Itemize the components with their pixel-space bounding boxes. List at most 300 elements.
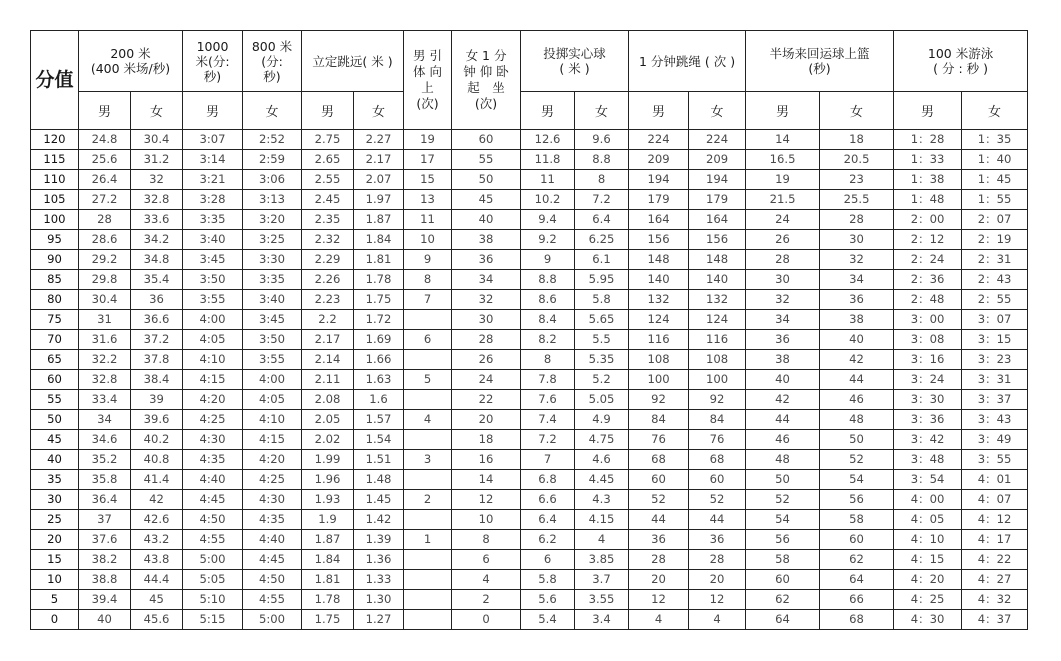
cell-rope-m: 140 xyxy=(629,270,689,290)
event-header-pullup: 男 引 体 向 上 (次) xyxy=(404,31,452,130)
cell-jump-f: 1.57 xyxy=(354,410,404,430)
cell-run200-m: 29.2 xyxy=(79,250,131,270)
cell-situp-f: 40 xyxy=(452,210,521,230)
cell-run800-f: 4:10 xyxy=(243,410,302,430)
cell-jump-m: 2.32 xyxy=(302,230,354,250)
cell-jump-m: 2.11 xyxy=(302,370,354,390)
cell-run800-f: 3:40 xyxy=(243,290,302,310)
cell-swim-f: 4：32 xyxy=(962,590,1028,610)
table-row xyxy=(31,130,1028,150)
gender-male: 男 xyxy=(894,92,962,130)
cell-swim-f: 4：27 xyxy=(962,570,1028,590)
cell-run200-m: 40 xyxy=(79,610,131,630)
cell-rope-m: 20 xyxy=(629,570,689,590)
cell-run800-f: 2:52 xyxy=(243,130,302,150)
cell-situp-f: 20 xyxy=(452,410,521,430)
cell-run800-f: 3:20 xyxy=(243,210,302,230)
header-row-gender xyxy=(31,92,1028,130)
gender-female: 女 xyxy=(243,92,302,130)
cell-run800-f: 3:30 xyxy=(243,250,302,270)
cell-rope-m: 179 xyxy=(629,190,689,210)
cell-run200-f: 40.8 xyxy=(131,450,183,470)
cell-run800-f: 4:05 xyxy=(243,390,302,410)
cell-rope-m: 76 xyxy=(629,430,689,450)
cell-pullup-m: 9 xyxy=(404,250,452,270)
cell-rope-f: 92 xyxy=(689,390,746,410)
cell-rope-f: 148 xyxy=(689,250,746,270)
cell-swim-m: 2：24 xyxy=(894,250,962,270)
table-row xyxy=(31,230,1028,250)
cell-basket-f: 60 xyxy=(820,530,894,550)
cell-situp-f: 18 xyxy=(452,430,521,450)
cell-score: 95 xyxy=(31,230,79,250)
cell-run200-m: 35.8 xyxy=(79,470,131,490)
gender-male: 男 xyxy=(183,92,243,130)
cell-basket-m: 46 xyxy=(746,430,820,450)
cell-rope-m: 116 xyxy=(629,330,689,350)
cell-rope-f: 100 xyxy=(689,370,746,390)
cell-swim-f: 1：55 xyxy=(962,190,1028,210)
cell-basket-f: 48 xyxy=(820,410,894,430)
cell-basket-m: 50 xyxy=(746,470,820,490)
cell-jump-f: 2.17 xyxy=(354,150,404,170)
cell-run200-f: 37.2 xyxy=(131,330,183,350)
cell-rope-m: 156 xyxy=(629,230,689,250)
cell-run200-f: 36.6 xyxy=(131,310,183,330)
cell-run200-f: 45.6 xyxy=(131,610,183,630)
cell-run800-f: 4:45 xyxy=(243,550,302,570)
cell-pullup-m: 11 xyxy=(404,210,452,230)
cell-jump-f: 1.36 xyxy=(354,550,404,570)
cell-ball-m: 6.6 xyxy=(521,490,575,510)
cell-run200-m: 37 xyxy=(79,510,131,530)
cell-swim-f: 2：55 xyxy=(962,290,1028,310)
cell-basket-m: 24 xyxy=(746,210,820,230)
gender-male: 男 xyxy=(302,92,354,130)
cell-basket-f: 62 xyxy=(820,550,894,570)
cell-basket-m: 64 xyxy=(746,610,820,630)
cell-run800-f: 3:55 xyxy=(243,350,302,370)
cell-run1000-m: 4:00 xyxy=(183,310,243,330)
cell-jump-m: 2.17 xyxy=(302,330,354,350)
cell-basket-m: 60 xyxy=(746,570,820,590)
cell-ball-m: 11 xyxy=(521,170,575,190)
cell-run800-f: 3:13 xyxy=(243,190,302,210)
cell-jump-f: 1.72 xyxy=(354,310,404,330)
cell-jump-m: 1.9 xyxy=(302,510,354,530)
table-row xyxy=(31,510,1028,530)
cell-ball-f: 5.95 xyxy=(575,270,629,290)
scoring-table xyxy=(30,30,1028,630)
gender-female: 女 xyxy=(354,92,404,130)
cell-score: 25 xyxy=(31,510,79,530)
cell-rope-m: 209 xyxy=(629,150,689,170)
cell-pullup-m xyxy=(404,390,452,410)
gender-female: 女 xyxy=(962,92,1028,130)
cell-basket-m: 44 xyxy=(746,410,820,430)
cell-ball-m: 6.8 xyxy=(521,470,575,490)
cell-situp-f: 55 xyxy=(452,150,521,170)
cell-pullup-m: 3 xyxy=(404,450,452,470)
cell-swim-m: 3：00 xyxy=(894,310,962,330)
cell-run200-m: 28 xyxy=(79,210,131,230)
cell-pullup-m xyxy=(404,310,452,330)
cell-run200-f: 42.6 xyxy=(131,510,183,530)
cell-pullup-m: 13 xyxy=(404,190,452,210)
cell-rope-f: 224 xyxy=(689,130,746,150)
cell-score: 70 xyxy=(31,330,79,350)
cell-swim-m: 1：28 xyxy=(894,130,962,150)
cell-jump-f: 1.39 xyxy=(354,530,404,550)
cell-basket-f: 25.5 xyxy=(820,190,894,210)
cell-run1000-m: 4:50 xyxy=(183,510,243,530)
cell-run1000-m: 4:40 xyxy=(183,470,243,490)
cell-ball-f: 5.2 xyxy=(575,370,629,390)
cell-run800-f: 4:55 xyxy=(243,590,302,610)
cell-run1000-m: 3:55 xyxy=(183,290,243,310)
cell-ball-f: 6.1 xyxy=(575,250,629,270)
cell-rope-f: 36 xyxy=(689,530,746,550)
cell-swim-m: 1：38 xyxy=(894,170,962,190)
cell-swim-m: 3：42 xyxy=(894,430,962,450)
cell-run200-f: 32 xyxy=(131,170,183,190)
cell-run200-f: 42 xyxy=(131,490,183,510)
table-row xyxy=(31,530,1028,550)
cell-run1000-m: 4:15 xyxy=(183,370,243,390)
cell-ball-f: 4 xyxy=(575,530,629,550)
cell-ball-f: 5.8 xyxy=(575,290,629,310)
cell-ball-f: 7.2 xyxy=(575,190,629,210)
cell-score: 10 xyxy=(31,570,79,590)
cell-swim-f: 3：23 xyxy=(962,350,1028,370)
cell-situp-f: 38 xyxy=(452,230,521,250)
cell-situp-f: 10 xyxy=(452,510,521,530)
cell-pullup-m: 1 xyxy=(404,530,452,550)
cell-jump-m: 1.81 xyxy=(302,570,354,590)
table-row xyxy=(31,270,1028,290)
cell-pullup-m: 6 xyxy=(404,330,452,350)
gender-female: 女 xyxy=(689,92,746,130)
cell-run1000-m: 4:05 xyxy=(183,330,243,350)
cell-run800-f: 4:20 xyxy=(243,450,302,470)
cell-score: 105 xyxy=(31,190,79,210)
cell-ball-m: 7.6 xyxy=(521,390,575,410)
cell-ball-m: 12.6 xyxy=(521,130,575,150)
cell-basket-f: 18 xyxy=(820,130,894,150)
cell-pullup-m: 8 xyxy=(404,270,452,290)
table-body xyxy=(31,130,1028,630)
cell-swim-m: 4：25 xyxy=(894,590,962,610)
cell-jump-f: 1.63 xyxy=(354,370,404,390)
cell-run800-f: 4:00 xyxy=(243,370,302,390)
cell-situp-f: 16 xyxy=(452,450,521,470)
cell-run800-f: 3:06 xyxy=(243,170,302,190)
cell-situp-f: 4 xyxy=(452,570,521,590)
cell-jump-f: 2.07 xyxy=(354,170,404,190)
cell-ball-f: 3.85 xyxy=(575,550,629,570)
cell-run800-f: 4:35 xyxy=(243,510,302,530)
cell-run200-f: 32.8 xyxy=(131,190,183,210)
cell-run200-m: 34 xyxy=(79,410,131,430)
cell-rope-m: 28 xyxy=(629,550,689,570)
cell-run200-m: 29.8 xyxy=(79,270,131,290)
cell-basket-f: 20.5 xyxy=(820,150,894,170)
cell-rope-f: 28 xyxy=(689,550,746,570)
cell-situp-f: 30 xyxy=(452,310,521,330)
table-row xyxy=(31,450,1028,470)
cell-jump-f: 1.81 xyxy=(354,250,404,270)
cell-swim-f: 3：31 xyxy=(962,370,1028,390)
cell-score: 75 xyxy=(31,310,79,330)
cell-basket-f: 58 xyxy=(820,510,894,530)
cell-run200-m: 32.2 xyxy=(79,350,131,370)
cell-ball-f: 3.4 xyxy=(575,610,629,630)
cell-jump-f: 1.78 xyxy=(354,270,404,290)
gender-male: 男 xyxy=(521,92,575,130)
gender-male: 男 xyxy=(746,92,820,130)
cell-jump-f: 1.30 xyxy=(354,590,404,610)
cell-ball-f: 6.4 xyxy=(575,210,629,230)
cell-swim-m: 3：36 xyxy=(894,410,962,430)
cell-pullup-m xyxy=(404,430,452,450)
cell-rope-m: 4 xyxy=(629,610,689,630)
cell-run1000-m: 4:10 xyxy=(183,350,243,370)
cell-score: 5 xyxy=(31,590,79,610)
cell-ball-m: 7.8 xyxy=(521,370,575,390)
cell-run200-f: 34.8 xyxy=(131,250,183,270)
cell-ball-f: 3.7 xyxy=(575,570,629,590)
cell-run200-f: 41.4 xyxy=(131,470,183,490)
event-header-800m: 800 米 (分: 秒) xyxy=(243,31,302,92)
cell-situp-f: 6 xyxy=(452,550,521,570)
cell-ball-f: 4.6 xyxy=(575,450,629,470)
cell-basket-m: 26 xyxy=(746,230,820,250)
cell-score: 40 xyxy=(31,450,79,470)
table-row xyxy=(31,370,1028,390)
cell-ball-f: 3.55 xyxy=(575,590,629,610)
cell-run800-f: 4:50 xyxy=(243,570,302,590)
cell-situp-f: 0 xyxy=(452,610,521,630)
cell-pullup-m: 7 xyxy=(404,290,452,310)
cell-swim-m: 4：15 xyxy=(894,550,962,570)
cell-swim-f: 2：43 xyxy=(962,270,1028,290)
cell-run200-f: 40.2 xyxy=(131,430,183,450)
cell-pullup-m xyxy=(404,510,452,530)
cell-swim-f: 3：55 xyxy=(962,450,1028,470)
gender-male: 男 xyxy=(629,92,689,130)
cell-swim-m: 4：20 xyxy=(894,570,962,590)
cell-rope-m: 92 xyxy=(629,390,689,410)
table-row xyxy=(31,570,1028,590)
cell-swim-f: 1：35 xyxy=(962,130,1028,150)
cell-run200-f: 43.2 xyxy=(131,530,183,550)
cell-ball-m: 9.2 xyxy=(521,230,575,250)
table-row xyxy=(31,550,1028,570)
cell-score: 85 xyxy=(31,270,79,290)
cell-run200-f: 44.4 xyxy=(131,570,183,590)
cell-swim-f: 4：07 xyxy=(962,490,1028,510)
cell-jump-f: 1.27 xyxy=(354,610,404,630)
cell-run200-m: 27.2 xyxy=(79,190,131,210)
cell-pullup-m: 15 xyxy=(404,170,452,190)
cell-rope-m: 60 xyxy=(629,470,689,490)
cell-swim-m: 3：08 xyxy=(894,330,962,350)
cell-run200-f: 35.4 xyxy=(131,270,183,290)
cell-run1000-m: 3:14 xyxy=(183,150,243,170)
gender-female: 女 xyxy=(575,92,629,130)
cell-run1000-m: 5:15 xyxy=(183,610,243,630)
cell-ball-f: 5.05 xyxy=(575,390,629,410)
event-header-1000m: 1000 米(分: 秒) xyxy=(183,31,243,92)
event-header-long-jump: 立定跳远( 米 ) xyxy=(302,31,404,92)
table-row xyxy=(31,330,1028,350)
cell-run200-m: 31 xyxy=(79,310,131,330)
cell-score: 80 xyxy=(31,290,79,310)
cell-jump-f: 1.33 xyxy=(354,570,404,590)
cell-rope-f: 194 xyxy=(689,170,746,190)
cell-jump-m: 2.45 xyxy=(302,190,354,210)
cell-swim-m: 4：30 xyxy=(894,610,962,630)
table-row xyxy=(31,350,1028,370)
cell-run1000-m: 4:55 xyxy=(183,530,243,550)
table-row xyxy=(31,290,1028,310)
cell-jump-f: 1.42 xyxy=(354,510,404,530)
cell-basket-m: 58 xyxy=(746,550,820,570)
cell-swim-m: 4：00 xyxy=(894,490,962,510)
cell-swim-m: 4：10 xyxy=(894,530,962,550)
cell-jump-m: 2.35 xyxy=(302,210,354,230)
cell-run1000-m: 4:35 xyxy=(183,450,243,470)
table-row xyxy=(31,310,1028,330)
cell-situp-f: 32 xyxy=(452,290,521,310)
cell-ball-m: 8.4 xyxy=(521,310,575,330)
cell-ball-m: 5.8 xyxy=(521,570,575,590)
cell-run200-m: 39.4 xyxy=(79,590,131,610)
cell-score: 15 xyxy=(31,550,79,570)
cell-swim-f: 4：01 xyxy=(962,470,1028,490)
cell-run200-m: 35.2 xyxy=(79,450,131,470)
cell-rope-f: 108 xyxy=(689,350,746,370)
cell-run1000-m: 3:50 xyxy=(183,270,243,290)
cell-run1000-m: 3:28 xyxy=(183,190,243,210)
cell-basket-m: 54 xyxy=(746,510,820,530)
cell-swim-f: 1：40 xyxy=(962,150,1028,170)
cell-swim-m: 2：48 xyxy=(894,290,962,310)
cell-situp-f: 22 xyxy=(452,390,521,410)
cell-basket-m: 48 xyxy=(746,450,820,470)
event-header-medicine-ball: 投掷实心球 ( 米 ) xyxy=(521,31,629,92)
cell-jump-f: 1.69 xyxy=(354,330,404,350)
cell-basket-m: 16.5 xyxy=(746,150,820,170)
cell-pullup-m: 19 xyxy=(404,130,452,150)
cell-rope-f: 60 xyxy=(689,470,746,490)
cell-run1000-m: 5:00 xyxy=(183,550,243,570)
cell-pullup-m: 10 xyxy=(404,230,452,250)
cell-pullup-m: 4 xyxy=(404,410,452,430)
cell-run1000-m: 5:10 xyxy=(183,590,243,610)
cell-rope-f: 76 xyxy=(689,430,746,450)
cell-basket-m: 19 xyxy=(746,170,820,190)
cell-swim-f: 4：37 xyxy=(962,610,1028,630)
cell-jump-m: 2.08 xyxy=(302,390,354,410)
cell-ball-m: 7 xyxy=(521,450,575,470)
cell-run200-m: 36.4 xyxy=(79,490,131,510)
cell-run800-f: 3:45 xyxy=(243,310,302,330)
cell-run200-m: 28.6 xyxy=(79,230,131,250)
cell-swim-f: 2：19 xyxy=(962,230,1028,250)
cell-swim-f: 4：12 xyxy=(962,510,1028,530)
cell-run200-m: 38.8 xyxy=(79,570,131,590)
cell-situp-f: 34 xyxy=(452,270,521,290)
cell-rope-f: 44 xyxy=(689,510,746,530)
cell-ball-f: 5.35 xyxy=(575,350,629,370)
cell-run200-f: 30.4 xyxy=(131,130,183,150)
cell-basket-f: 56 xyxy=(820,490,894,510)
cell-rope-f: 4 xyxy=(689,610,746,630)
cell-rope-f: 209 xyxy=(689,150,746,170)
cell-swim-f: 3：15 xyxy=(962,330,1028,350)
table-row xyxy=(31,430,1028,450)
table-row xyxy=(31,190,1028,210)
cell-rope-m: 148 xyxy=(629,250,689,270)
cell-ball-m: 9.4 xyxy=(521,210,575,230)
cell-jump-f: 1.97 xyxy=(354,190,404,210)
cell-rope-m: 164 xyxy=(629,210,689,230)
cell-ball-f: 5.65 xyxy=(575,310,629,330)
cell-jump-f: 2.27 xyxy=(354,130,404,150)
cell-swim-f: 4：17 xyxy=(962,530,1028,550)
cell-ball-m: 8 xyxy=(521,350,575,370)
cell-ball-m: 8.2 xyxy=(521,330,575,350)
cell-basket-m: 40 xyxy=(746,370,820,390)
cell-rope-m: 44 xyxy=(629,510,689,530)
cell-ball-f: 6.25 xyxy=(575,230,629,250)
cell-swim-m: 3：30 xyxy=(894,390,962,410)
cell-rope-m: 100 xyxy=(629,370,689,390)
header-row-events xyxy=(31,31,1028,92)
cell-situp-f: 60 xyxy=(452,130,521,150)
cell-run1000-m: 3:35 xyxy=(183,210,243,230)
cell-situp-f: 24 xyxy=(452,370,521,390)
cell-jump-m: 2.26 xyxy=(302,270,354,290)
cell-run1000-m: 4:45 xyxy=(183,490,243,510)
cell-basket-f: 52 xyxy=(820,450,894,470)
cell-basket-f: 44 xyxy=(820,370,894,390)
cell-rope-f: 68 xyxy=(689,450,746,470)
cell-swim-f: 3：37 xyxy=(962,390,1028,410)
table-row xyxy=(31,170,1028,190)
cell-score: 100 xyxy=(31,210,79,230)
cell-run1000-m: 5:05 xyxy=(183,570,243,590)
cell-jump-f: 1.45 xyxy=(354,490,404,510)
cell-ball-m: 7.2 xyxy=(521,430,575,450)
cell-run200-m: 32.8 xyxy=(79,370,131,390)
cell-run200-f: 39.6 xyxy=(131,410,183,430)
cell-swim-m: 2：00 xyxy=(894,210,962,230)
cell-basket-m: 21.5 xyxy=(746,190,820,210)
cell-ball-m: 6.2 xyxy=(521,530,575,550)
cell-score: 45 xyxy=(31,430,79,450)
cell-ball-m: 7.4 xyxy=(521,410,575,430)
cell-jump-f: 1.87 xyxy=(354,210,404,230)
cell-rope-m: 124 xyxy=(629,310,689,330)
cell-score: 115 xyxy=(31,150,79,170)
cell-swim-f: 2：31 xyxy=(962,250,1028,270)
cell-ball-f: 4.45 xyxy=(575,470,629,490)
cell-ball-m: 5.6 xyxy=(521,590,575,610)
cell-jump-m: 1.78 xyxy=(302,590,354,610)
cell-swim-f: 3：07 xyxy=(962,310,1028,330)
